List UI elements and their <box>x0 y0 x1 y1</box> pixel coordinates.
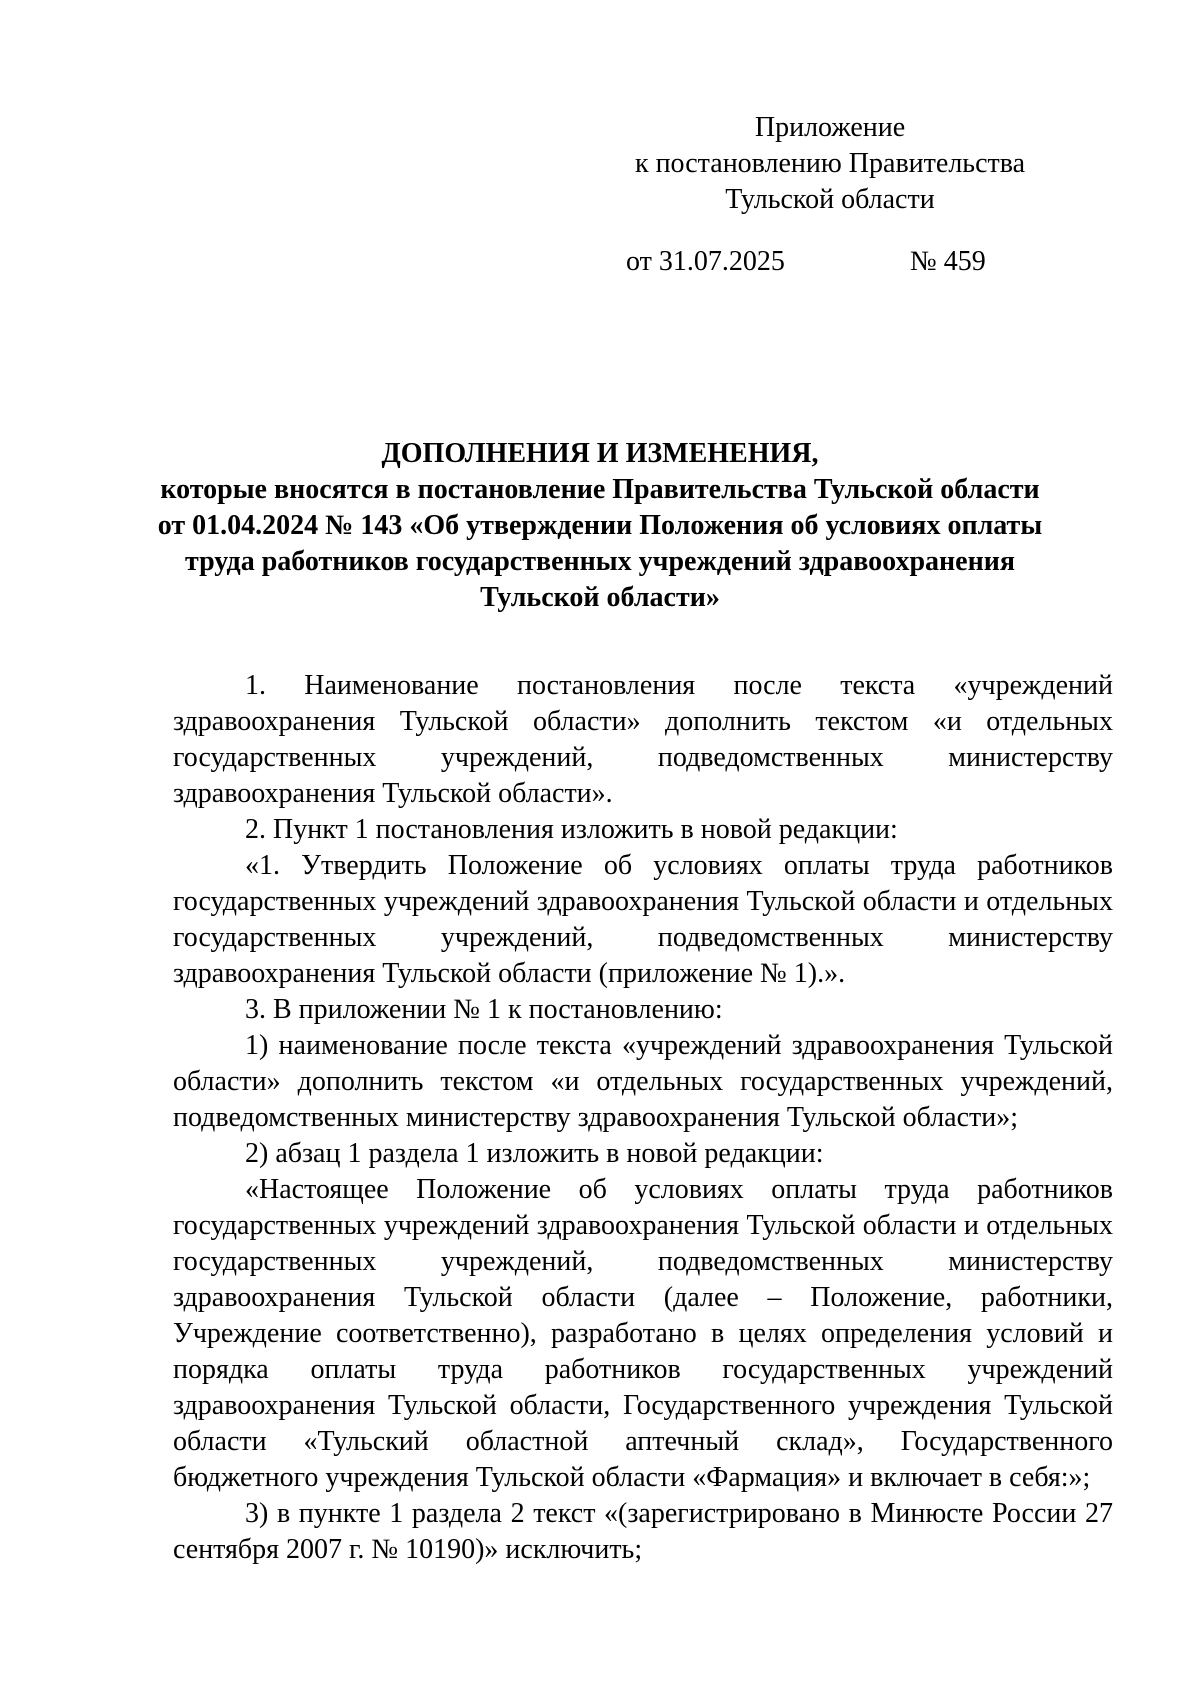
paragraph-1: 1. Наименование постановления после текста «учреждений здравоохранения Тульской области» дополнить текстом «и отдельных государственных учреждений, подведомственных министерству здравоохранения Тульской области». <box>173 670 1113 809</box>
resolution-date: от 31.07.2025 <box>626 246 785 277</box>
title-line: которые вносятся в постановление Правительства Тульской области <box>160 474 1040 505</box>
paragraph-6: 2) абзац 1 раздела 1 изложить в новой редакции: <box>245 1138 824 1169</box>
paragraph-8: 3) в пункте 1 раздела 2 текст «(зарегистрировано в Минюсте России 27 сентября 2007 г. № 10190)» исключить; <box>173 1498 1113 1565</box>
document-body <box>173 668 1113 1568</box>
paragraph-7: «Настоящее Положение об условиях оплаты труда работников государственных учреждений здравоохранения Тульской области и отдельных государственных учреждений, подведомственных министерству здравоохранения Тульской области (далее – Положение, работники, Учреждение соответственно), разработано в целях определения условий и порядка оплаты труда работников государственных учреждений здравоохранения Тульской области, Государственного учреждения Тульской области «Тульский областной аптечный склад», Государственного бюджетного учреждения Тульской области «Фармация» и включает в себя:»; <box>173 1174 1113 1493</box>
appendix-header <box>620 110 1040 218</box>
appendix-reference: к постановлению Правительства <box>634 148 1026 179</box>
title-line: Тульской области» <box>480 582 720 613</box>
paragraph-5: 1) наименование после текста «учреждений здравоохранения Тульской области» дополнить текстом «и отдельных государственных учреждений, подведомственных министерству здравоохранения Тульской области»; <box>173 1030 1113 1133</box>
resolution-number: № 459 <box>910 246 986 277</box>
title-line: труда работников государственных учреждений здравоохранения <box>185 546 1015 577</box>
paragraph-2: 2. Пункт 1 постановления изложить в новой редакции: <box>245 814 898 845</box>
appendix-region: Тульской области <box>725 184 935 215</box>
title-line: от 01.04.2024 № 143 «Об утверждении Положения об условиях оплаты <box>157 510 1043 541</box>
document-title <box>150 436 1050 616</box>
paragraph-4: 3. В приложении № 1 к постановлению: <box>245 994 723 1025</box>
paragraph-3: «1. Утвердить Положение об условиях оплаты труда работников государственных учреждений здравоохранения Тульской области и отдельных государственных учреждений, подведомственных министерству здравоохранения Тульской области (приложение № 1).». <box>173 850 1113 989</box>
appendix-label: Приложение <box>754 112 906 143</box>
title-line: ДОПОЛНЕНИЯ И ИЗМЕНЕНИЯ, <box>381 438 819 469</box>
